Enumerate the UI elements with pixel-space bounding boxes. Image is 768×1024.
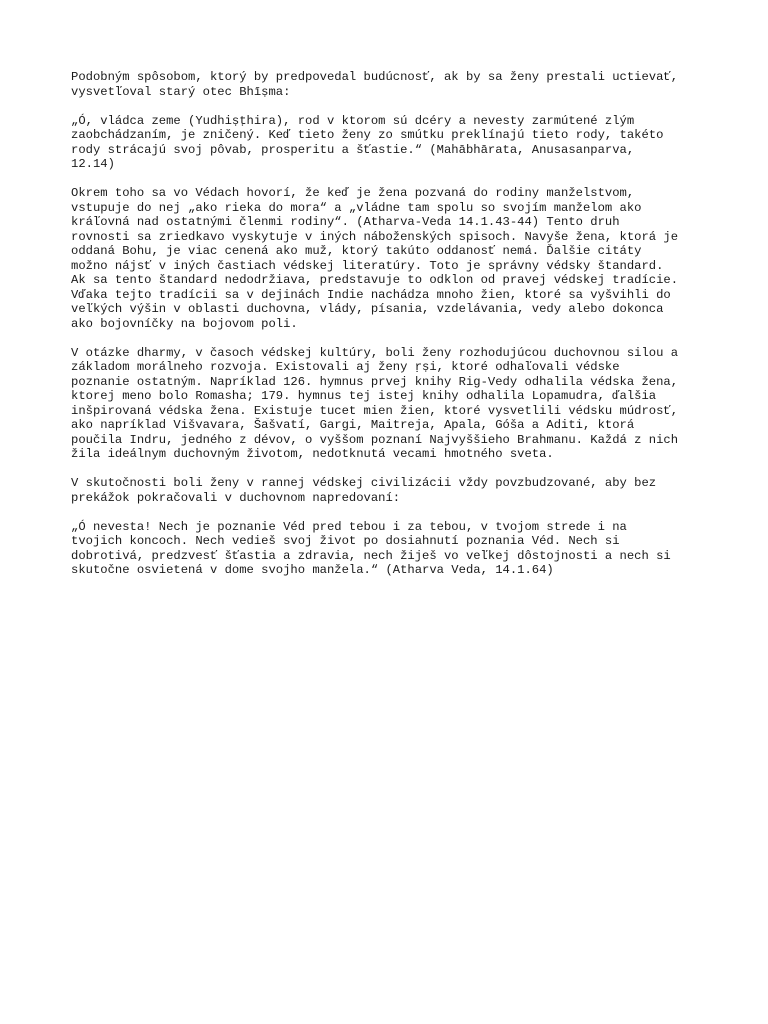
text-line: rovnosti sa zriedkavo vyskytuje v iných náboženských spisoch. Navyše žena, ktorá je [71, 229, 679, 244]
paragraph-encouragement [71, 476, 711, 505]
text-line: Vďaka tejto tradícii sa v dejinách Indie nachádza mnoho žien, ktoré sa vyšvihli do [71, 287, 671, 302]
document-page [71, 70, 711, 592]
text-line: prekážok pokračovali v duchovnom napredovaní: [71, 490, 401, 505]
paragraph-vedas-marriage [71, 186, 711, 331]
text-line: skutočne osvietená v dome svojho manžela.“ (Atharva Veda, 14.1.64) [71, 563, 554, 577]
text-line: veľkých výšin v oblasti duchovna, vlády, písania, vzdelávania, vedy alebo dokonca [71, 302, 664, 316]
text-line: ako napríklad Višvavara, Šašvatí, Gargi, Maitreja, Apala, Góša a Aditi, ktorá [71, 418, 635, 432]
text-line: možno nájsť v iných častiach védskej literatúry. Toto je správny védsky štandard. [71, 258, 664, 273]
text-line: Ak sa tento štandard nedodržiava, predstavuje to odklon od pravej védskej tradície. [71, 273, 679, 287]
text-line: inšpirovaná védska žena. Existuje tucet mien žien, ktoré vysvetlili védsku múdrosť, [71, 403, 679, 418]
text-line: tvojich koncoch. Nech vedieš svoj život po dosiahnutí poznania Véd. Nech si [71, 534, 620, 548]
paragraph-dharma [71, 346, 711, 462]
text-line: V skutočnosti boli ženy v rannej védskej civilizácii vždy povzbudzované, aby bez [71, 476, 657, 490]
text-line: V otázke dharmy, v časoch védskej kultúry, boli ženy rozhodujúcou duchovnou silou a [71, 345, 679, 360]
paragraph-quote-mahabharata [71, 114, 711, 172]
text-line: rody strácajú svoj pôvab, prosperitu a šťastie.“ (Mahābhārata, Anusasanparva, [71, 142, 635, 157]
paragraph-quote-atharva [71, 520, 711, 578]
text-line: „Ó nevesta! Nech je poznanie Véd pred tebou i za tebou, v tvojom strede i na [71, 519, 627, 534]
text-line: kráľovná nad ostatnými členmi rodiny“. (Atharva-Veda 14.1.43-44) Tento druh [71, 215, 620, 229]
text-line: ktorej meno bolo Romasha; 179. hymnus tej istej knihy odhalila Lopamudra, ďalšia [71, 389, 657, 403]
text-line: vysvetľoval starý otec Bhīṣma: [71, 84, 291, 99]
text-line: 12.14) [71, 157, 115, 171]
paragraph-intro [71, 70, 711, 99]
text-line: Okrem toho sa vo Védach hovorí, že keď je žena pozvaná do rodiny manželstvom, [71, 186, 635, 200]
text-line: zaobchádzaním, je zničený. Keď tieto ženy zo smútku preklínajú tieto rody, takéto [71, 128, 664, 142]
text-line: dobrotivá, predzvesť šťastia a zdravia, nech žiješ vo veľkej dôstojnosti a nech si [71, 548, 671, 563]
text-line: vstupuje do nej „ako rieka do mora“ a „vládne tam spolu so svojím manželom ako [71, 200, 642, 215]
text-line: „Ó, vládca zeme (Yudhiṣṭhira), rod v ktorom sú dcéry a nevesty zarmútené zlým [71, 113, 635, 128]
text-line: základom morálneho rozvoja. Existovali aj ženy ṛṣi, ktoré odhaľovali védske [71, 360, 620, 374]
text-line: žila ideálnym duchovným životom, nedotknutá vecami hmotného sveta. [71, 447, 554, 461]
text-line: oddaná Bohu, je viac cenená ako muž, ktorý takúto oddanosť nemá. Ďalšie citáty [71, 244, 642, 258]
text-line: poučila Indru, jedného z dévov, o vyššom poznaní Najvyššieho Brahmanu. Každá z nich [71, 432, 679, 447]
text-line: ako bojovníčky na bojovom poli. [71, 316, 298, 331]
text-line: Podobným spôsobom, ktorý by predpovedal budúcnosť, ak by sa ženy prestali uctievať, [71, 70, 679, 84]
text-line: poznanie ostatným. Napríklad 126. hymnus prvej knihy Rig-Vedy odhalila védska žena, [71, 374, 679, 389]
